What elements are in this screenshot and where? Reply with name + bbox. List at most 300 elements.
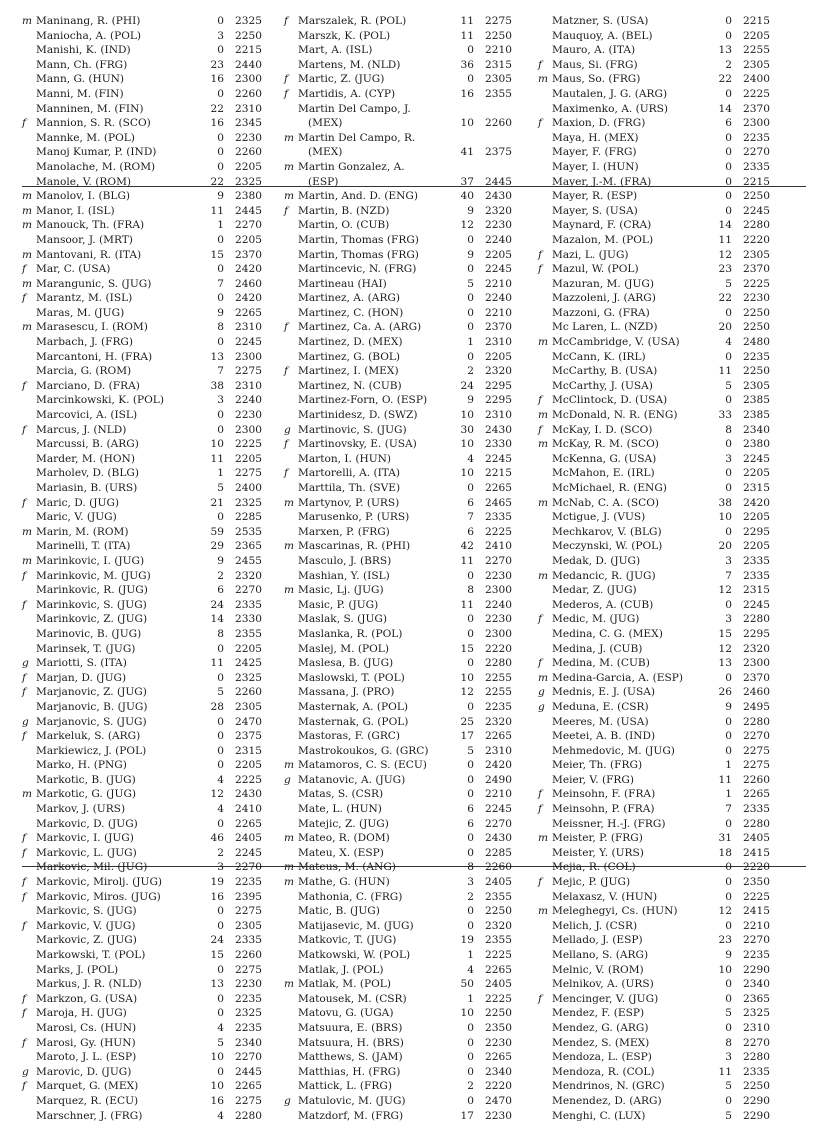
elo-rating: 2460 [235,277,262,290]
player-entry [538,554,800,569]
player-entry [284,758,522,773]
games-count: 0 [725,730,732,743]
player-entry [538,175,800,190]
player-name: Mendez, G. (ARG) [552,1021,649,1034]
player-entry [22,291,266,306]
elo-rating: 2205 [235,452,262,465]
elo-rating: 2370 [235,248,262,261]
player-name: Marinelli, T. (ITA) [36,540,131,553]
games-count: 4 [467,452,474,465]
title-marker: m [22,277,33,290]
games-count: 13 [718,657,732,670]
games-count: 15 [718,627,732,640]
title-marker: f [22,671,26,684]
elo-rating: 2375 [485,146,512,159]
player-entry [538,919,800,934]
player-entry [538,642,800,657]
title-marker: m [538,496,549,509]
player-name: Marjan, D. (JUG) [36,671,127,684]
games-count: 11 [718,1065,732,1078]
elo-rating: 2270 [235,861,262,874]
elo-rating: 2260 [235,146,262,159]
player-name: Marton, I. (HUN) [298,452,392,465]
games-count: 30 [460,423,474,436]
player-name: Matsuura, E. (BRS) [298,1021,403,1034]
games-count: 11 [718,233,732,246]
player-name: Maslowski, T. (POL) [298,671,405,684]
player-name: Masternak, G. (POL) [298,715,409,728]
player-entry [284,393,522,408]
elo-rating: 2260 [485,861,512,874]
player-name: Medancic, R. (JUG) [552,569,656,582]
title-marker: f [22,292,26,305]
elo-rating: 2325 [235,15,262,27]
player-entry [538,700,800,715]
player-entry [22,437,266,452]
player-name: Martorelli, A. (ITA) [298,467,401,480]
elo-rating: 2215 [235,44,262,57]
player-name: Marquet, G. (MEX) [36,1080,139,1093]
title-marker: m [538,671,549,684]
player-entry [284,802,522,817]
player-name: McCann, K. (IRL) [552,350,646,363]
elo-rating: 2355 [485,87,512,100]
elo-rating: 2300 [743,657,770,670]
player-name: Mauro, A. (ITA) [552,44,636,57]
player-entry [538,656,800,671]
player-entry [538,364,800,379]
title-marker: m [284,160,295,173]
games-count: 38 [718,496,732,509]
elo-rating: 2380 [743,438,770,451]
title-marker: f [22,846,26,859]
player-entry [284,583,522,598]
games-count: 0 [467,657,474,670]
games-count: 14 [718,219,732,232]
games-count: 9 [217,554,224,567]
elo-rating: 2320 [235,569,262,582]
player-name: Melnikov, A. (URS) [552,978,654,991]
elo-rating: 2340 [743,423,770,436]
elo-rating: 2290 [743,1109,770,1122]
player-name: Martinovsky, E. (USA) [298,438,417,451]
elo-rating: 2305 [743,58,770,71]
games-count: 0 [217,963,224,976]
elo-rating: 2425 [235,657,262,670]
elo-rating: 2265 [485,1051,512,1064]
player-entry [22,262,266,277]
player-name: (ESP) [308,175,339,188]
games-count: 3 [725,1051,732,1064]
games-count: 29 [210,540,224,553]
player-name: Meinsohn, P. (FRA) [552,803,655,816]
player-entry [284,350,522,365]
player-entry [22,583,266,598]
elo-rating: 2385 [743,409,770,422]
elo-rating: 2295 [743,525,770,538]
elo-rating: 2270 [485,554,512,567]
games-count: 4 [217,1109,224,1122]
player-entry [538,787,800,802]
player-entry [22,627,266,642]
elo-rating: 2325 [235,671,262,684]
title-marker: f [22,117,26,130]
player-entry [284,1065,522,1080]
player-entry [22,1021,266,1036]
games-count: 16 [210,1094,224,1107]
player-name: Maniocha, A. (POL) [36,29,142,42]
games-count: 13 [210,978,224,991]
games-count: 17 [460,1109,474,1122]
elo-rating: 2260 [235,686,262,699]
elo-rating: 2335 [743,554,770,567]
elo-rating: 2230 [485,219,512,232]
title-marker: m [284,190,295,203]
games-count: 0 [725,671,732,684]
player-name: Markovic, Mirolj. (JUG) [36,876,163,889]
games-count: 0 [725,598,732,611]
player-name: Markovic, S. (JUG) [36,905,137,918]
player-name: Martinidesz, D. (SWZ) [298,409,418,422]
elo-rating: 2265 [235,817,262,830]
games-count: 22 [210,175,224,188]
elo-rating: 2420 [235,292,262,305]
games-count: 0 [725,306,732,319]
games-count: 0 [217,233,224,246]
title-marker: f [284,467,288,480]
player-name: Maric, V. (JUG) [36,511,117,524]
player-entry [284,846,522,861]
elo-rating: 2240 [485,598,512,611]
player-entry [22,817,266,832]
player-entry [284,831,522,846]
player-name: Mansoor, J. (MRT) [36,233,133,246]
player-entry [22,350,266,365]
elo-rating: 2270 [743,1036,770,1049]
elo-rating: 2470 [235,715,262,728]
elo-rating: 2350 [743,876,770,889]
games-count: 9 [467,204,474,217]
title-marker: m [22,190,33,203]
games-count: 0 [467,919,474,932]
games-count: 0 [467,1065,474,1078]
elo-rating: 2275 [235,365,262,378]
games-count: 31 [718,832,732,845]
elo-rating: 2285 [485,846,512,859]
games-count: 0 [217,1007,224,1020]
elo-rating: 2270 [485,817,512,830]
elo-rating: 2295 [485,379,512,392]
player-entry [284,466,522,481]
elo-rating: 2250 [485,29,512,42]
player-entry [22,364,266,379]
games-count: 5 [217,482,224,494]
elo-rating: 2335 [743,803,770,816]
player-name: Manolov, I. (BLG) [36,190,131,203]
games-count: 0 [725,438,732,451]
title-marker: f [22,496,26,509]
player-entry [22,320,266,335]
column-1 [22,14,266,1123]
player-name: Meinsohn, F. (FRA) [552,788,656,801]
player-name: Mann, G. (HUN) [36,73,125,86]
player-name: Markovic, D. (JUG) [36,817,138,830]
elo-rating: 2245 [485,452,512,465]
elo-rating: 2310 [485,409,512,422]
player-entry [538,802,800,817]
games-count: 10 [210,438,224,451]
player-name: Menghi, C. (LUX) [552,1109,646,1122]
games-count: 5 [725,1080,732,1093]
player-name: (MEX) [308,146,343,159]
elo-rating: 2225 [235,773,262,786]
elo-rating: 2275 [235,905,262,918]
player-name: Marcovici, A. (ISL) [36,409,138,422]
player-entry [22,1065,266,1080]
elo-rating: 2265 [485,482,512,494]
player-name: Markotic, B. (JUG) [36,773,136,786]
elo-rating: 2205 [235,160,262,173]
games-count: 11 [718,365,732,378]
elo-rating: 2305 [235,919,262,932]
elo-rating: 2335 [743,160,770,173]
player-entry [538,1006,800,1021]
title-marker: g [284,1094,291,1107]
elo-rating: 2405 [485,978,512,991]
elo-rating: 2225 [485,992,512,1005]
player-name: McCambridge, V. (USA) [552,336,680,349]
title-marker: m [22,525,33,538]
elo-rating: 2245 [485,803,512,816]
player-entry [538,131,800,146]
games-count: 23 [718,934,732,947]
player-entry [538,1065,800,1080]
player-name: Manolache, M. (ROM) [36,160,156,173]
elo-rating: 2205 [235,642,262,655]
title-marker: m [284,496,295,509]
games-count: 18 [718,846,732,859]
player-entry [284,598,522,613]
player-entry [22,248,266,263]
games-count: 0 [467,306,474,319]
games-count: 19 [460,934,474,947]
player-name: Maslanka, R. (POL) [298,627,403,640]
elo-rating: 2305 [743,248,770,261]
player-name: Mathe, G. (HUN) [298,876,390,889]
player-name: Matlak, M. (POL) [298,978,391,991]
elo-rating: 2300 [235,73,262,86]
player-entry [284,933,522,948]
player-entry [538,685,800,700]
elo-rating: 2280 [743,219,770,232]
games-count: 0 [467,44,474,57]
player-entry [284,116,522,131]
elo-rating: 2220 [485,642,512,655]
elo-rating: 2395 [235,890,262,903]
games-count: 6 [467,496,474,509]
player-name: Mechkarov, V. (BLG) [552,525,662,538]
games-count: 22 [718,73,732,86]
player-entry [284,671,522,686]
elo-rating: 2245 [743,598,770,611]
games-count: 5 [217,686,224,699]
elo-rating: 2245 [235,336,262,349]
games-count: 10 [718,963,732,976]
player-entry [22,569,266,584]
player-name: Marinkovic, R. (JUG) [36,584,148,597]
player-entry [538,904,800,919]
games-count: 4 [217,773,224,786]
elo-rating: 2335 [485,511,512,524]
player-entry [538,43,800,58]
title-marker: f [22,379,26,392]
player-name: Mayer, R. (ESP) [552,190,638,203]
games-count: 0 [217,744,224,757]
elo-rating: 2280 [743,1051,770,1064]
games-count: 6 [725,117,732,130]
player-name: Mariotti, S. (ITA) [36,657,127,670]
elo-rating: 2370 [743,671,770,684]
player-entry [284,948,522,963]
elo-rating: 2325 [235,175,262,188]
player-name: Maslej, M. (POL) [298,642,389,655]
player-entry [22,919,266,934]
player-entry [284,890,522,905]
player-entry [538,452,800,467]
player-entry [22,642,266,657]
games-count: 0 [725,131,732,144]
games-count: 0 [467,233,474,246]
player-name: Matzner, S. (USA) [552,15,649,27]
games-count: 16 [210,117,224,130]
title-marker: f [284,438,288,451]
title-marker: f [22,1007,26,1020]
elo-rating: 2290 [743,1094,770,1107]
player-name: Mellano, S. (ARG) [552,949,649,961]
games-count: 0 [217,409,224,422]
title-marker: f [538,117,542,130]
title-marker: g [22,657,29,670]
games-count: 46 [210,832,224,845]
games-count: 11 [718,773,732,786]
player-name: Medic, M. (JUG) [552,613,640,626]
player-entry [22,218,266,233]
player-name: Mejia, R. (COL) [552,861,636,874]
player-entry [284,963,522,978]
player-name: Mascarinas, R. (PHI) [298,540,411,553]
games-count: 5 [467,744,474,757]
games-count: 8 [467,584,474,597]
player-entry [284,306,522,321]
title-marker: f [284,204,288,217]
player-name: Martin, B. (NZD) [298,204,390,217]
elo-rating: 2460 [743,686,770,699]
player-name: Medar, Z. (JUG) [552,584,637,597]
player-entry [284,481,522,496]
games-count: 10 [460,438,474,451]
player-entry [22,408,266,423]
player-name: Marinovic, B. (JUG) [36,627,142,640]
player-entry [284,744,522,759]
games-count: 24 [210,598,224,611]
elo-rating: 2245 [743,452,770,465]
games-count: 0 [725,525,732,538]
elo-rating: 2205 [743,29,770,42]
player-entry [284,248,522,263]
title-marker: f [22,876,26,889]
title-marker: f [538,803,542,816]
player-name: Marasescu, I. (ROM) [36,321,148,334]
player-name: Martin, Thomas (FRG) [298,233,419,246]
title-marker: f [22,686,26,699]
games-count: 8 [217,627,224,640]
games-count: 12 [718,642,732,655]
elo-rating: 2325 [235,496,262,509]
games-count: 12 [718,905,732,918]
elo-rating: 2265 [485,963,512,976]
title-marker: m [538,336,549,349]
player-name: Mednis, E. J. (USA) [552,686,656,699]
player-entry [284,773,522,788]
elo-rating: 2255 [485,686,512,699]
player-name: Mazi, L. (JUG) [552,248,629,261]
player-name: Medak, D. (JUG) [552,554,641,567]
player-name: Mann, Ch. (FRG) [36,58,128,71]
elo-rating: 2250 [743,1080,770,1093]
player-name: Marantz, M. (ISL) [36,292,133,305]
elo-rating: 2300 [235,350,262,363]
player-entry [284,175,522,190]
games-count: 0 [467,569,474,582]
elo-rating: 2255 [485,671,512,684]
player-entry [538,481,800,496]
games-count: 0 [467,613,474,626]
player-name: Markov, J. (URS) [36,803,126,816]
elo-rating: 2410 [235,803,262,816]
title-marker: m [22,248,33,261]
games-count: 28 [210,700,224,713]
games-count: 5 [467,277,474,290]
elo-rating: 2240 [235,394,262,407]
player-entry [22,1006,266,1021]
games-count: 0 [217,44,224,57]
games-count: 1 [467,992,474,1005]
player-name: Maximenko, A. (URS) [552,102,669,115]
elo-rating: 2260 [235,949,262,961]
elo-rating: 2230 [485,613,512,626]
title-marker: f [22,423,26,436]
player-entry [22,744,266,759]
player-entry [22,700,266,715]
elo-rating: 2495 [743,700,770,713]
player-entry [22,58,266,73]
games-count: 0 [217,87,224,100]
games-count: 3 [217,394,224,407]
games-count: 1 [467,336,474,349]
elo-rating: 2285 [235,511,262,524]
player-name: Matamoros, C. S. (ECU) [298,759,427,772]
player-name: McNab, C. A. (SCO) [552,496,660,509]
player-entry [284,656,522,671]
title-marker: m [22,321,33,334]
games-count: 12 [718,248,732,261]
player-entry [538,189,800,204]
player-name: Martinez, C. (HON) [298,306,404,319]
player-name: Martinez, G. (BOL) [298,350,401,363]
games-count: 0 [725,978,732,991]
elo-rating: 2250 [235,29,262,42]
player-name: Marcussi, B. (ARG) [36,438,139,451]
